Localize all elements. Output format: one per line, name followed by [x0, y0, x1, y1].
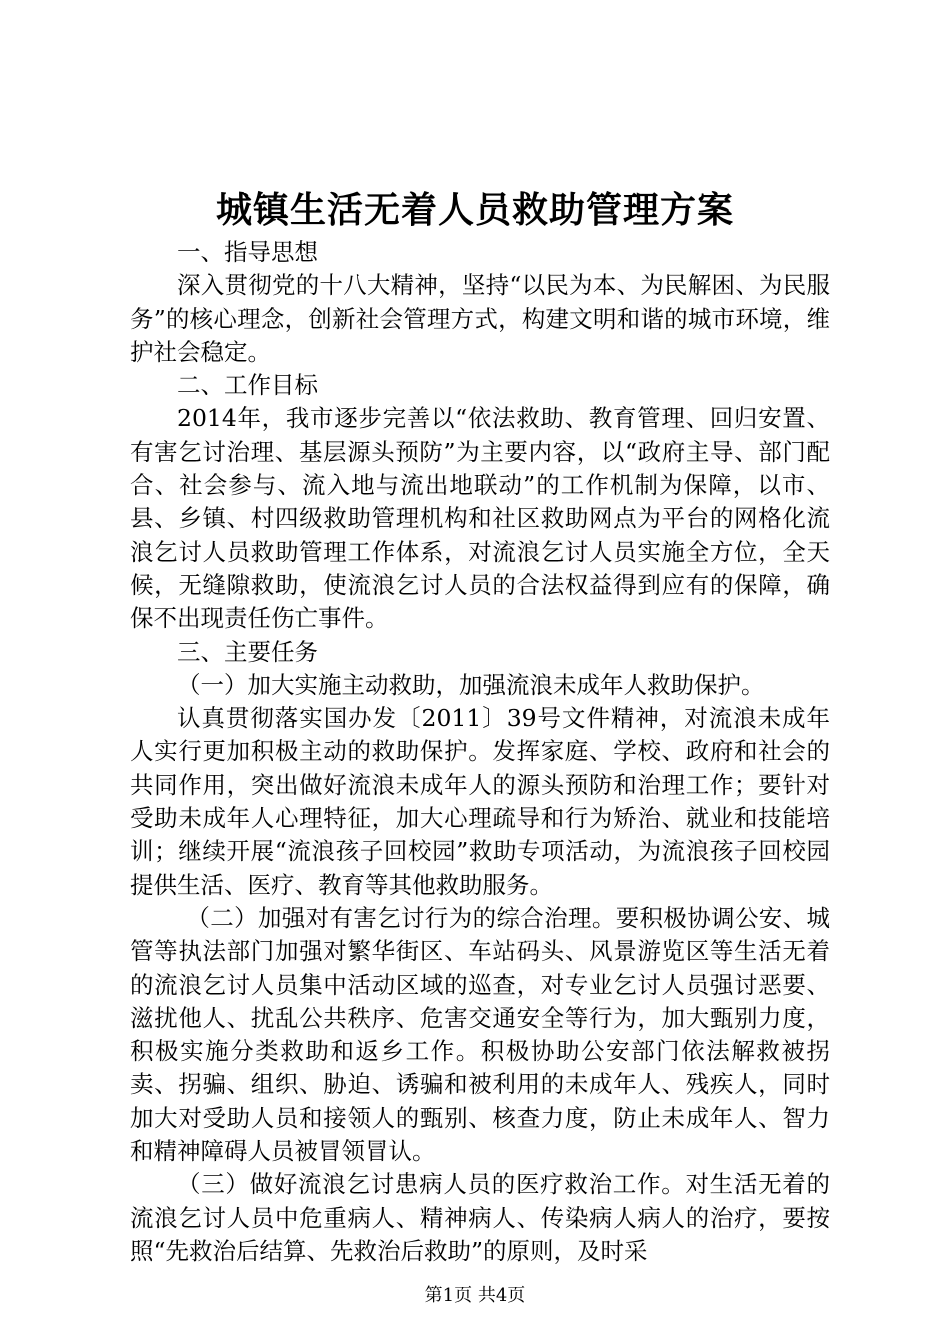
- page-number-footer: 第1页 共4页: [424, 1285, 526, 1306]
- subheading-task-one: （一）加大实施主动救助，加强流浪未成年人救助保护。: [177, 670, 765, 699]
- document-title: 城镇生活无着人员救助管理方案: [215, 189, 734, 231]
- document-body: [130, 236, 830, 1268]
- paragraph-guiding-thought: 深入贯彻党的十八大精神，坚持“以民为本、为民解困、为民服务”的核心理念，创新社会管理方式，构建文明和谐的城市环境，维护社会稳定。: [130, 271, 830, 366]
- section-heading-guiding-thought: 一、指导思想: [177, 238, 318, 266]
- paragraph-task-one: 认真贯彻落实国办发〔2011〕39号文件精神，对流浪未成年人实行更加积极主动的救助保护。发挥家庭、学校、政府和社会的共同作用，突出做好流浪未成年人的源头预防和治理工作；要针对受助未成年人心理特征，加大心理疏导和行为矫治、就业和技能培训；继续开展“流浪孩子回校园”救助专项活动，为流浪孩子回校园提供生活、医疗、教育等其他救助服务。: [130, 704, 830, 899]
- section-heading-work-goals: 二、工作目标: [177, 371, 318, 400]
- paragraph-task-two: （二）加强对有害乞讨行为的综合治理。要积极协调公安、城管等执法部门加强对繁华街区、车站码头、风景游览区等生活无着的流浪乞讨人员集中活动区域的巡查，对专业乞讨人员强讨恶要、滋扰他人、扰乱公共秩序、危害交通安全等行为，加大甄别力度，积极实施分类救助和返乡工作。积极协助公安部门依法解救被拐卖、拐骗、组织、胁迫、诱骗和被利用的未成年人、残疾人，同时加大对受助人员和接领人的甄别、核查力度，防止未成年人、智力和精神障碍人员被冒领冒认。: [130, 903, 830, 1166]
- section-heading-main-tasks: 三、主要任务: [177, 637, 318, 666]
- paragraph-work-goals: 2014年，我市逐步完善以“依法救助、教育管理、回归安置、有害乞讨治理、基层源头预防”为主要内容，以“政府主导、部门配合、社会参与、流入地与流出地联动”的工作机制为保障，以市、县、乡镇、村四级救助管理机构和社区救助网点为平台的网格化流浪乞讨人员救助管理工作体系，对流浪乞讨人员实施全方位，全天候，无缝隙救助，使流浪乞讨人员的合法权益得到应有的保障，确保不出现责任伤亡事件。: [130, 404, 830, 633]
- paragraph-task-three: （三）做好流浪乞讨患病人员的医疗救治工作。对生活无着的流浪乞讨人员中危重病人、精神病人、传染病人病人的治疗，要按照“先救治后结算、先救治后救助”的原则，及时采: [130, 1170, 830, 1265]
